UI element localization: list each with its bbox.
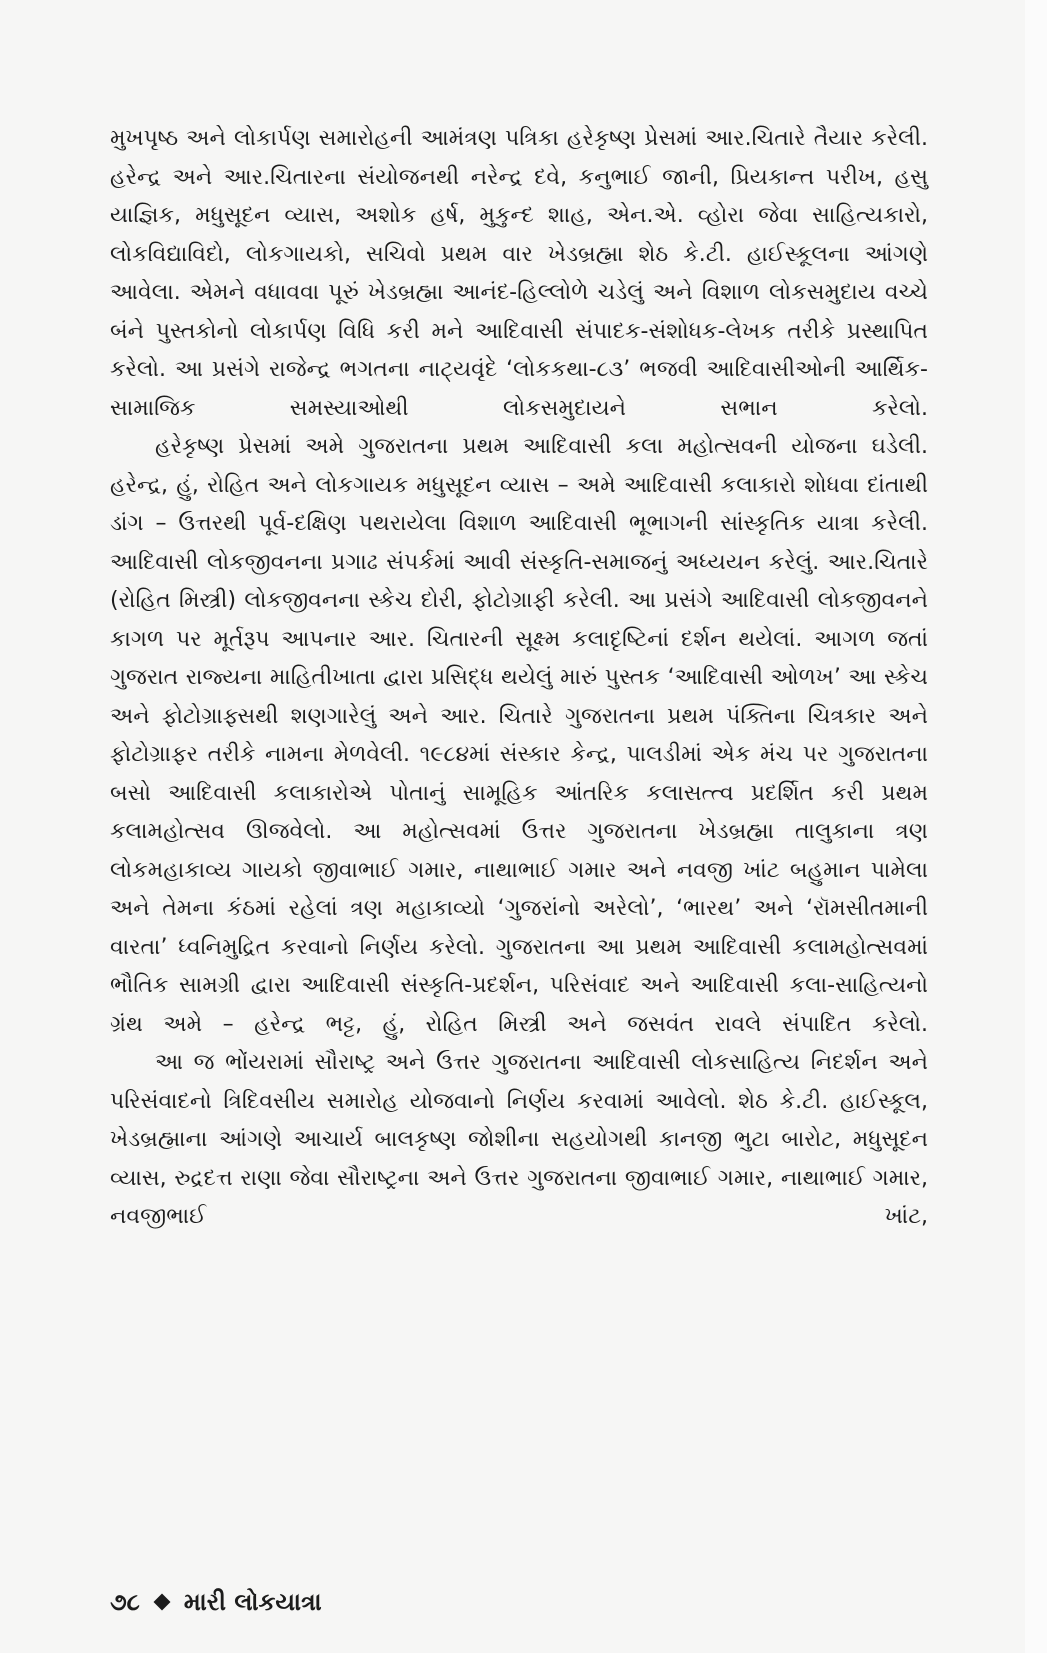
scan-edge xyxy=(1025,0,1047,1653)
paragraph-3: આ જ ભોંયરામાં સૌરાષ્ટ્ર અને ઉત્તર ગુજરાતના આદિવાસી લોકસાહિત્ય નિદર્શન અને પરિસંવાદનો ત્રિદિવસીય સમારોહ યોજવાનો નિર્ણય કરવામાં આવેલો. શેઠ કે.ટી. હાઈસ્કૂલ, ખેડબ્રહ્માના આંગણે આચાર્ય બાલકૃષ્ણ જોશીના સહયોગથી કાનજી ભુટા બારોટ, મધુસૂદન વ્યાસ, રુદ્રદત્ત રાણા જેવા સૌરાષ્ટ્રના અને ઉત્તર ગુજરાતના જીવાભાઈ ગમાર, નાથાભાઈ ગમાર, નવજીભાઈ ખાંટ, xyxy=(110,1050,928,1229)
diamond-icon xyxy=(153,1594,170,1611)
paragraph-2: હરેકૃષ્ણ પ્રેસમાં અમે ગુજરાતના પ્રથમ આદિવાસી કલા મહોત્સવની યોજના ઘડેલી. હરેન્દ્ર, હું, રોહિત અને લોકગાયક મધુસૂદન વ્યાસ – અમે આદિવાસી કલાકારો શોધવા દાંતાથી ડાંગ – ઉત્તરથી પૂર્વ-દક્ષિણ પથરાયેલા વિશાળ આદિવાસી ભૂભાગની સાંસ્કૃતિક યાત્રા કરેલી. આદિવાસી લોકજીવનના પ્રગાઢ સંપર્કમાં આવી સંસ્કૃતિ-સમાજનું અધ્યયન કરેલું. આર.ચિતારે (રોહિત મિસ્ત્રી) લોકજીવનના સ્કેચ દોરી, ફોટોગ્રાફી કરેલી. આ પ્રસંગે આદિવાસી લોકજીવનને કાગળ પર મૂર્તરૂપ આપનાર આર. ચિતારની સૂક્ષ્મ કલાદૃષ્ટિનાં દર્શન થયેલાં. આગળ જતાં ગુજરાત રાજ્યના માહિતીખાતા દ્વારા પ્રસિદ્ધ થયેલું મારું પુસ્તક ‘આદિવાસી ઓળખ’ આ સ્કેચ અને ફોટોગ્રાફ્સથી શણગારેલું અને આર. ચિતારે ગુજરાતના પ્રથમ પંક્તિના ચિત્રકાર અને ફોટોગ્રાફર તરીકે નામના મેળવેલી. ૧૯૮૪માં સંસ્કાર કેન્દ્ર, પાલડીમાં એક મંચ પર ગુજરાતના બસો આદિવાસી કલાકારોએ પોતાનું સામૂહિક આંતરિક કલાસત્ત્વ પ્રદર્શિત કરી પ્રથમ કલામહોત્સવ ઊજવેલો. આ મહોત્સવમાં ઉત્તર ગુજરાતના ખેડબ્રહ્મા તાલુકાના ત્રણ લોકમહાકાવ્ય ગાયકો જીવાભાઈ ગમાર, નાથાભાઈ ગમાર અને નવજી ખાંટ બહુમાન પામેલા અને તેમના કંઠમાં રહેલાં ત્રણ મહાકાવ્યો ‘ગુજરાંનો અરેલો’, ‘ભારથ’ અને ‘રૉમસીતમાની વારતા’ ધ્વનિમુદ્રિત કરવાનો નિર્ણય કરેલો. ગુજરાતના આ પ્રથમ આદિવાસી કલામહોત્સવમાં ભૌતિક સામગ્રી દ્વારા આદિવાસી સંસ્કૃતિ-પ્રદર્શન, પરિસંવાદ અને આદિવાસી કલા-સાહિત્યનો ગ્રંથ અમે – હરેન્દ્ર ભટ્ટ, હું, રોહિત મિસ્ત્રી અને જસવંત રાવલે સંપાદિત કરેલો. xyxy=(110,434,928,1037)
page-footer xyxy=(110,1588,322,1616)
paragraph-1: મુખપૃષ્ઠ અને લોકાર્પણ સમારોહની આમંત્રણ પત્રિકા હરેકૃષ્ણ પ્રેસમાં આર.ચિતારે તૈયાર કરેલી. હરેન્દ્ર અને આર.ચિતારના સંયોજનથી નરેન્દ્ર દવે, કનુભાઈ જાની, પ્રિયકાન્ત પરીખ, હસુ યાજ્ઞિક, મધુસૂદન વ્યાસ, અશોક હર્ષ, મુકુન્દ શાહ, એન.એ. વ્હોરા જેવા સાહિત્યકારો, લોકવિદ્યાવિદો, લોકગાયકો, સચિવો પ્રથમ વાર ખેડબ્રહ્મા શેઠ કે.ટી. હાઈસ્કૂલના આંગણે આવેલા. એમને વધાવવા પૂરું ખેડબ્રહ્મા આનંદ-હિલ્લોળે ચડેલું અને વિશાળ લોકસમુદાય વચ્ચે બંને પુસ્તકોનો લોકાર્પણ વિધિ કરી મને આદિવાસી સંપાદક-સંશોધક-લેખક તરીકે પ્રસ્થાપિત કરેલો. આ પ્રસંગે રાજેન્દ્ર ભગતના નાટ્યવૃંદે ‘લોકકથા-૮૩’ ભજવી આદિવાસીઓની આર્થિક-સામાજિક સમસ્યાઓથી લોકસમુદાયને સભાન કરેલો. xyxy=(110,126,928,421)
page-number: ૭૮ xyxy=(110,1588,140,1616)
book-title: મારી લોકયાત્રા xyxy=(183,1588,322,1616)
body-text xyxy=(110,120,928,1237)
